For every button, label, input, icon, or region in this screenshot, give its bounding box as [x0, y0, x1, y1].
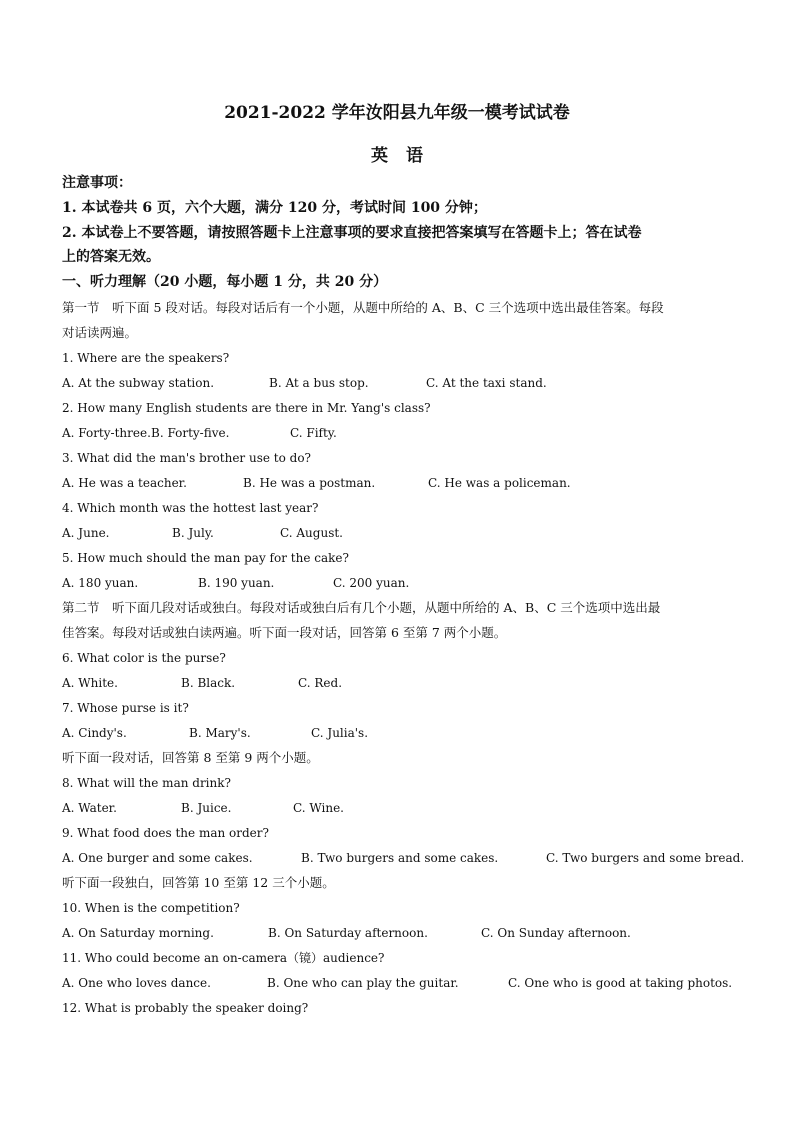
option-b: B. July. [172, 526, 214, 540]
option-a: A. At the subway station. [62, 376, 215, 390]
option-a: A. 180 yuan. [62, 576, 139, 590]
option-c: C. Julia's. [311, 726, 369, 740]
question-text: 11. Who could become an on-camera（镜）audience? [62, 951, 385, 965]
subject-title: 英语 [371, 146, 441, 166]
option-c: C. Red. [298, 676, 343, 690]
option-b: B. Forty-five. [151, 426, 230, 440]
option-b: B. Mary's. [189, 726, 251, 740]
option-c: C. Wine. [293, 801, 344, 815]
section1-instructions-line-1: 第一节 听下面 5 段对话。每段对话后有一个小题，从题中所给的 A、B、C 三个选项中选出最佳答案。每段 [62, 300, 664, 315]
option-c: C. On Sunday afternoon. [481, 926, 631, 940]
question-text: 10. When is the competition? [62, 901, 240, 915]
option-b: B. He was a postman. [243, 476, 376, 490]
notice-item-1: 1. 本试卷共 6 页，六个大题，满分 120 分，考试时间 100 分钟； [62, 200, 487, 216]
question-text: 4. Which month was the hottest last year? [62, 501, 319, 515]
option-c: C. At the taxi stand. [426, 376, 547, 390]
question-text: 7. Whose purse is it? [62, 701, 189, 715]
option-a: A. He was a teacher. [62, 476, 187, 490]
question-text: 9. What food does the man order? [62, 826, 269, 840]
option-a: A. One who loves dance. [62, 976, 211, 990]
instruction-q8-9: 听下面一段对话，回答第 8 至第 9 两个小题。 [62, 750, 319, 765]
notice-item-2-line-2: 上的答案无效。 [62, 249, 160, 265]
option-a: A. White. [62, 676, 118, 690]
question-text: 6. What color is the purse? [62, 651, 226, 665]
option-b: B. One who can play the guitar. [267, 976, 459, 990]
option-a: A. Water. [62, 801, 117, 815]
option-b: B. 190 yuan. [198, 576, 275, 590]
option-b: B. Juice. [181, 801, 232, 815]
option-c: C. Two burgers and some bread. [546, 851, 745, 865]
option-b: B. At a bus stop. [269, 376, 369, 390]
option-c: C. He was a policeman. [428, 476, 571, 490]
section2-instructions-line-2: 佳答案。每段对话或独白读两遍。听下面一段对话，回答第 6 至第 7 两个小题。 [62, 625, 507, 640]
option-c: C. 200 yuan. [333, 576, 410, 590]
option-b: B. On Saturday afternoon. [268, 926, 428, 940]
notice-heading: 注意事项： [62, 175, 132, 191]
option-a: A. One burger and some cakes. [62, 851, 253, 865]
question-text: 3. What did the man's brother use to do? [62, 451, 311, 465]
question-text: 5. How much should the man pay for the cake? [62, 551, 349, 565]
question-text: 1. Where are the speakers? [62, 351, 230, 365]
question-text: 8. What will the man drink? [62, 776, 231, 790]
option-c: C. Fifty. [290, 426, 337, 440]
notice-item-2-line-1: 2. 本试卷上不要答题，请按照答题卡上注意事项的要求直接把答案填写在答题卡上；答在试卷 [62, 225, 642, 241]
option-c: C. One who is good at taking photos. [508, 976, 733, 990]
option-b: B. Black. [181, 676, 236, 690]
exam-title: 2021-2022 学年汝阳县九年级一模考试试卷 [224, 103, 570, 123]
section2-instructions-line-1: 第二节 听下面几段对话或独白。每段对话或独白后有几个小题，从题中所给的 A、B、C 三个选项中选出最 [62, 600, 661, 615]
section1-instructions-line-2: 对话读两遍。 [62, 325, 138, 340]
question-text: 2. How many English students are there in Mr. Yang's class? [62, 401, 431, 415]
part1-heading: 一、听力理解（20 小题，每小题 1 分，共 20 分） [62, 274, 388, 290]
option-a: A. June. [62, 526, 110, 540]
instruction-q10-12: 听下面一段独白，回答第 10 至第 12 三个小题。 [62, 875, 335, 890]
question-text: 12. What is probably the speaker doing? [62, 1001, 309, 1015]
option-a: A. Cindy's. [62, 726, 127, 740]
option-c: C. August. [280, 526, 343, 540]
option-a: A. On Saturday morning. [62, 926, 214, 940]
option-a: A. Forty-three. [62, 426, 151, 440]
option-b: B. Two burgers and some cakes. [301, 851, 499, 865]
